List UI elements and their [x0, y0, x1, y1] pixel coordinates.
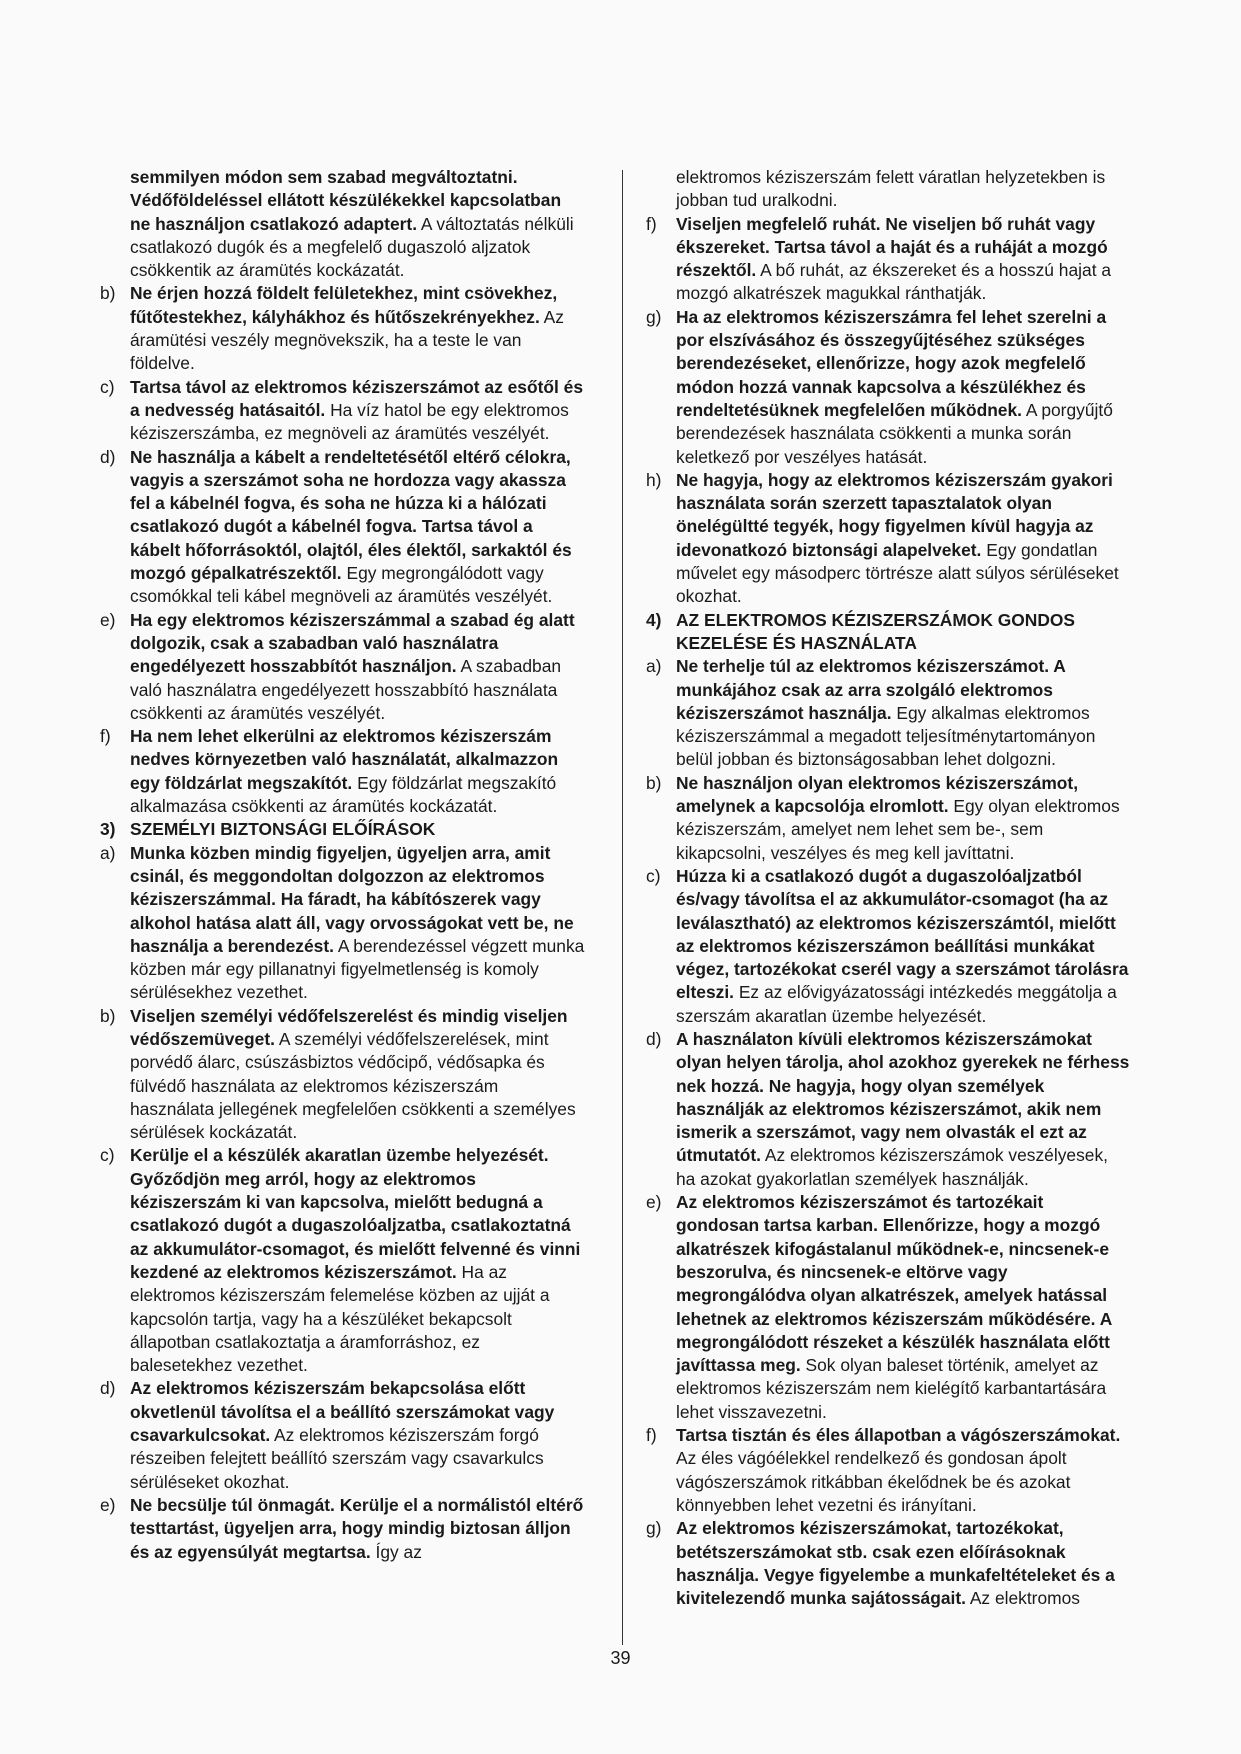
right-column: [646, 166, 1131, 1610]
section-heading: 3) SZEMÉLYI BIZTONSÁGI ELŐÍRÁSOK: [100, 819, 436, 840]
list-item: c) Húzza ki a csatlakozó dugót a dugaszolóaljzatból és/vagy távolítsa el az akkumulátor-csomagot (ha az leválasztható) az elektromos kéziszerszámtól, mielőtt az elektromos kéziszerszámon beállítási munkákat végez, tartozékokat cserél vagy a szerszámot tárolásra elteszi. Ez az elővigyázatossági intézkedés meggátolja a szerszám akaratlan üzembe helyezését.: [646, 865, 1129, 1026]
column-divider: [622, 170, 623, 1645]
list-item: a) Munka közben mindig figyeljen, ügyeljen arra, amit csinál, és meggondoltan dolgozzon az elektromos kéziszerszámmal. Ha fáradt, ha kábítószerek vagy alkohol hatása alatt áll, vagy orvosságokat vett be, ne használja a berendezést. A berendezéssel végzett munka közben már egy pillanatnyi figyelmetlenség is komoly sérülésekhez vezethet.: [100, 842, 585, 1003]
list-item: d) Ne használja a kábelt a rendeltetésétől eltérő célokra, vagyis a szerszámot soha ne hordozza vagy akassza fel a kábelnél fogva, és soha ne húzza ki a hálózati csatlakozó dugót a kábelnél fogva. Tartsa távol a kábelt hőforrásoktól, olajtól, éles élektől, sarkaktól és mozgó gépalkatrészektől. Egy megrongálódott vagy csomókkal teli kábel megnöveli az áramütés veszélyét.: [100, 446, 572, 607]
list-item: b) Ne használjon olyan elektromos kéziszerszámot, amelynek a kapcsolója elromlott. Egy olyan elektromos kéziszerszám, amelyet nem lehet sem be-, sem kikapcsolni, veszélyes és meg kell javíttatni.: [646, 772, 1120, 863]
continuation-paragraph: semmilyen módon sem szabad megváltoztatni. Védőföldeléssel ellátott készülékekkel kapcsolatban ne használjon csatlakozó adaptert. A változtatás nélküli csatlakozó dugók és a megfelelő dugaszoló aljzatok csökkentik az áramütés kockázatát.: [130, 167, 574, 281]
list-item: c) Kerülje el a készülék akaratlan üzembe helyezését. Győződjön meg arról, hogy az elektromos kéziszerszám ki van kapcsolva, mielőtt bedugná a csatlakozó dugót a dugaszolóaljzatba, csatlakoztatná az akkumulátor-csomagot, és mielőtt felvenné és vinni kezdené az elektromos kéziszerszámot. Ha az elektromos kéziszerszám felemelése közben az ujját a kapcsolón tartja, vagy ha a készüléket bekapcsolt állapotban csatlakoztatja a áramforráshoz, ez balesetekhez vezethet.: [100, 1145, 581, 1376]
list-item: e) Ha egy elektromos kéziszerszámmal a szabad ég alatt dolgozik, csak a szabadban való használatra engedélyezett hosszabbítót használjon. A szabadban való használatra engedélyezett hosszabbító használata csökkenti az áramütés veszélyét.: [100, 609, 575, 723]
continuation-paragraph: elektromos kéziszerszám felett váratlan helyzetekben is jobban tud uralkodni.: [676, 167, 1106, 211]
list-item: f) Ha nem lehet elkerülni az elektromos kéziszerszám nedves környezetben való használatát, alkalmazzon egy földzárlat megszakítót. Egy földzárlat megszakító alkalmazása csökkenti az áramütés kockázatát.: [100, 726, 559, 817]
list-item: g) Ha az elektromos kéziszerszámra fel lehet szerelni a por elszívásához és összegyűjtéséhez szükséges berendezéseket, ellenőrizze, hogy azok megfelelő módon hozzá vannak kapcsolva a készülékhez és rendeltetésüknek megfelelően működnek. A porgyűjtő berendezések használata csökkenti a munka során keletkező por veszélyes hatását.: [646, 306, 1113, 467]
list-item: c) Tartsa távol az elektromos kéziszerszámot az esőtől és a nedvesség hatásaitól. Ha víz hatol be egy elektromos kéziszerszámba, ez megnöveli az áramütés veszélyét.: [100, 376, 583, 444]
list-item: f) Tartsa tisztán és éles állapotban a vágószerszámokat. Az éles vágóélekkel rendelkező és gondosan ápolt vágószerszámok ritkábban ékelődnek be és azokat könnyebben lehet vezetni és irányítani.: [646, 1425, 1121, 1515]
list-item: h) Ne hagyja, hogy az elektromos kéziszerszám gyakori használata során szerzett tapasztalatok olyan önelégültté tegyék, hogy figyelmen kívül hagyja az idevonatkozó biztonsági alapelveket. Egy gondatlan művelet egy másodperc törtrésze alatt súlyos sérüléseket okozhat.: [646, 469, 1119, 607]
list-item: b) Ne érjen hozzá földelt felületekhez, mint csövekhez, fűtőtestekhez, kályhákhoz és hűtőszekrényekhez. Az áramütési veszély megnövekszik, ha a teste le van földelve.: [100, 283, 564, 374]
list-item: f) Viseljen megfelelő ruhát. Ne viseljen bő ruhát vagy ékszereket. Tartsa távol a haját és a ruháját a mozgó részektől. A bő ruhát, az ékszereket és a hosszú hajat a mozgó alkatrészek magukkal ránthatják.: [646, 213, 1112, 304]
section-heading: 4) AZ ELEKTROMOS KÉZISZERSZÁMOK GONDOS KEZELÉSE ÉS HASZNÁLATA: [646, 609, 1076, 653]
list-item: d) Az elektromos kéziszerszám bekapcsolása előtt okvetlenül távolítsa el a beállító szerszámokat vagy csavarkulcsokat. Az elektromos kéziszerszám forgó részeiben felejtett beállító szerszám vagy csavarkulcs sérüléseket okozhat.: [100, 1378, 555, 1492]
list-item: b) Viseljen személyi védőfelszerelést és mindig viseljen védőszemüveget. A személyi védőfelszerelések, mint porvédő álarc, csúszásbiztos védőcipő, védősapka és fülvédő használata az elektromos kéziszerszám használata jellegének megfelelően csökkenti a személyes sérülések kockázatát.: [100, 1005, 576, 1143]
page-number: 39: [610, 1648, 631, 1668]
list-item: e) Az elektromos kéziszerszámot és tartozékait gondosan tartsa karban. Ellenőrizze, hogy a mozgó alkatrészek kifogástalanul működnek-e, nincsenek-e beszorulva, és nincsenek-e eltörve vagy megrongálódva olyan alkatrészek, amelyek hatással lehetnek az elektromos kéziszerszám működésére. A megrongálódott részeket a készülék használata előtt javíttassa meg. Sok olyan baleset történik, amelyet az elektromos kéziszerszám nem kielégítő karbantartására lehet visszavezetni.: [646, 1192, 1112, 1422]
list-item: a) Ne terhelje túl az elektromos kéziszerszámot. A munkájához csak az arra szolgáló elektromos kéziszerszámot használja. Egy alkalmas elektromos kéziszerszámmal a megadott teljesítménytartományon belül jobban és biztonságosabban lehet dolgozni.: [646, 656, 1096, 770]
left-column: [100, 166, 585, 1564]
list-item: e) Ne becsülje túl önmagát. Kerülje el a normálistól eltérő testtartást, ügyeljen arra, hogy mindig biztosan álljon és az egyensúlyát megtartsa. Így az: [100, 1494, 584, 1562]
list-item: g) Az elektromos kéziszerszámokat, tartozékokat, betétszerszámokat stb. csak ezen előírásoknak használja. Vegye figyelembe a munkafeltételeket és a kivitelezendő munka sajátosságait. Az elektromos: [646, 1518, 1115, 1609]
list-item: d) A használaton kívüli elektromos kéziszerszámokat olyan helyen tárolja, ahol azokhoz gyerekek ne férhess nek hozzá. Ne hagyja, hogy olyan személyek használják az elektromos kéziszerszámot, akik nem ismerik a szerszámot, vagy nem olvasták el ezt az útmutatót. Az elektromos kéziszerszámok veszélyesek, ha azokat gyakorlatlan személyek használják.: [646, 1028, 1130, 1189]
